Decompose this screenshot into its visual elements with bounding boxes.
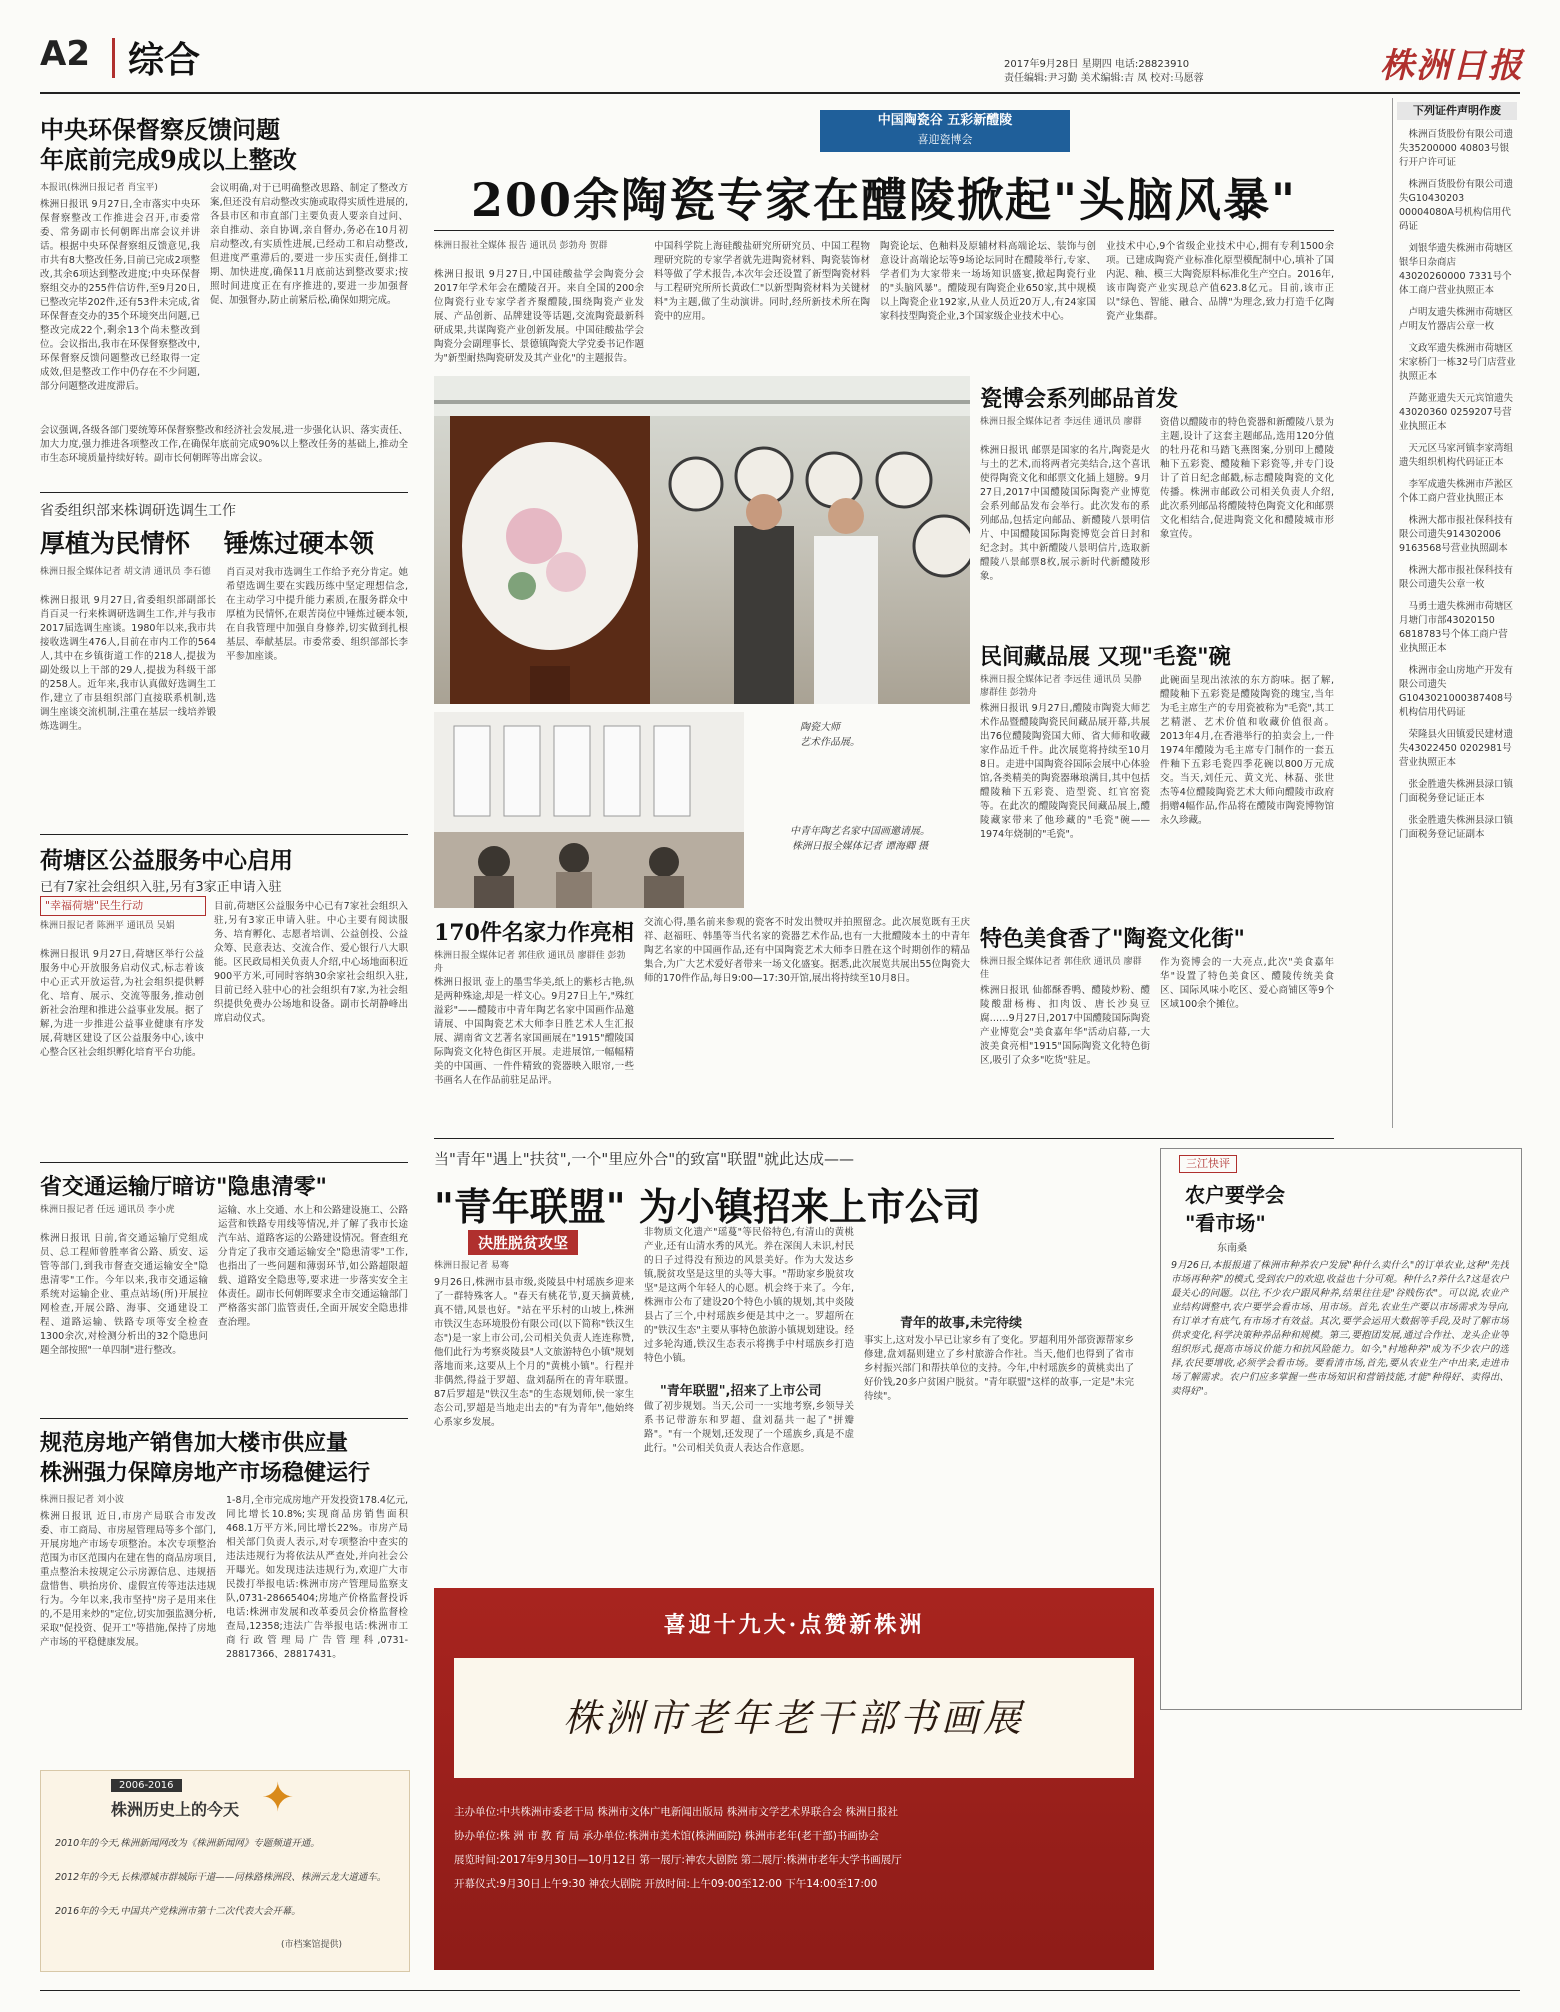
history-flame-icon: ✦ xyxy=(261,1775,295,1821)
column-author: 东南桑 xyxy=(1217,1243,1247,1254)
notice-item: 张金胜遗失株洲县渌口镇门面税务登记证副本 xyxy=(1399,815,1514,840)
bottom-rule xyxy=(40,1990,1520,1991)
byline: 株洲日报记者 任远 通讯员 李小虎 xyxy=(40,1205,175,1215)
article-body: 株洲日报讯 9月27日,荷塘区举行公益服务中心开放服务启动仪式,标志着该中心正式开放运营,为社会组织提供孵化、培育、展示、交流等服务,推动创新社会治理和推进公益事业发展。据了解,为进一步推进公益事业健康有序发展,荷塘区建设了区公益服务中心,该中心整合区社会组织孵化培育平台功能。 xyxy=(40,949,204,1058)
ad-line: 开幕仪式:9月30日上午9:30 神农大剧院 开放时间:上午09:00至12:00 下午14:00至17:00 xyxy=(454,1878,878,1890)
kicker: 当"青年"遇上"扶贫",一个"里应外合"的致富"联盟"就此达成—— xyxy=(434,1150,854,1168)
article-body: 9月26日,株洲市县市级,炎陵县中村瑶族乡迎来了一群特殊客人。"春天有桃花节,夏天摘黄桃,真不错,风景也好。"站在平乐村的山坡上,株洲市铁汉生态环境股份有限公司(以下简称"铁汉生态")是一家上市公司,公司相关负责人连连称赞,他们此行为考察炎陵县"人文旅游特色小镇"规划落地而来,这要从上个月的"黄桃小镇"。行程并非偶然,得益于罗超、盘刘磊所在的青年联盟。87后罗超是"铁汉生态"的生态规划师,侯一家生态公司,罗超是当地走出去的"有为青年",他始终心系家乡发展。 xyxy=(434,1277,634,1428)
editors-line: 责任编辑:尹习勤 美术编辑:吉 凤 校对:马愿蓉 xyxy=(1004,73,1204,84)
feature-headline: 200余陶瓷专家在醴陵掀起"头脑风暴" xyxy=(471,173,1297,227)
article-body: 株洲日报讯 邮票是国家的名片,陶瓷是火与土的艺术,而将两者完美结合,这个喜讯使得陶瓷文化和邮票文化插上翅膀。9月27日,2017中国醴陵国际陶瓷产业博览会系列邮品发布会举行。此次发布的系列邮品,包括定向邮品、新醴陵八景明信片、中国醴陵国际陶瓷博览会首日封和纪念封。其中新醴陵八景明信片,选取新醴陵八景邮票8枚,展示新时代新醴陵形象。 xyxy=(980,445,1150,582)
masthead-divider xyxy=(112,38,115,78)
byline: 株洲日报全媒体记者 李远佳 通讯员 吴静 廖群佳 彭勃舟 xyxy=(980,675,1142,698)
notice-item: 天元区马家河镇李家湾组遗失组织机构代码证正本 xyxy=(1399,443,1514,468)
divider xyxy=(40,1418,408,1419)
story-title: 瓷博会系列邮品首发 xyxy=(980,386,1179,412)
feature-header-banner xyxy=(820,110,1070,152)
ceramic-screen-illustration xyxy=(434,376,970,704)
article-body: 株洲日报讯 日前,省交通运输厅党组成员、总工程师曾胜率省公路、质安、运管等部门,到我市督查交通运输安全"隐患清零"工作。今年以来,我市交通运输系统对运输企业、重点站场(所)开展拉网检查,开展公路、海事、交通建设工程、道路运输、铁路专项等安全检查1300余次,对检测分析出的32个隐患问题全部按照"一单四制"进行整改。 xyxy=(40,1233,208,1356)
story-title: 170件名家力作亮相 xyxy=(434,920,634,946)
notice-item: 卢明友遗失株洲市荷塘区卢明友竹器店公章一枚 xyxy=(1399,307,1514,332)
section-tag: "幸福荷塘"民生行动 xyxy=(40,896,206,916)
story-title: "青年联盟" 为小镇招来上市公司 xyxy=(434,1184,981,1229)
gallery-illustration xyxy=(434,712,744,908)
notice-item: 马勇士遗失株洲市荷塘区月塘门市部43020150 6818783号个体工商户营业执照正本 xyxy=(1399,601,1514,654)
column-body: 9月26日,本报报道了株洲市种养农户发展"种什么卖什么"的订单农业,这种"先找市场再种养"的模式,受到农户的欢迎,收益也十分可观。种什么?养什么?这是农户最关心的问题。以往,不少农户跟风种养,结果往往是"谷贱伤农"。可以说,农业产业结构调整中,农户要学会看市场、用市场。首先,农业生产要以市场需求为导向,有订单才有底气,有市场才有效益。其次,要学会运用大数据等手段,及时了解市场供求变化,科学决策种养品种和规模。第三,要抱团发展,通过合作社、龙头企业等组织形式,提高市场议价能力和抗风险能力。如今,"村地种养"成为不少农户的选择,农民要增收,必须学会看市场。要看清市场,首先,要从农业生产中出来,走进市场了解需求。农户们应多掌握一些市场知识和营销技能,才能"种得好、卖得出、卖得好"。 xyxy=(1171,1260,1509,1397)
article-body: 会议明确,对于已明确整改思路、制定了整改方案,但还没有启动整改实施或取得实质性进展的,各县市区和市直部门主要负责人要亲自过问、亲自推动、亲自协调,亲自督办,务必在10月初启动整改,有实质性进展,已经动工和启动整改,但进度严重滞后的,要进一步压实责任,倒排工期、加快进度,确保11月底前达到整改要求;按照时间进度正在有序推进的,要进一步加强督促、加强督办,防止前紧后松,确保如期完成。 xyxy=(210,183,408,306)
ad-title: 株洲市老年老干部书画展 xyxy=(454,1658,1134,1778)
notice-item: 荣隆县火田镇爱民建材遗失43022450 0202981号营业执照正本 xyxy=(1399,729,1514,768)
section-tag: 决胜脱贫攻坚 xyxy=(468,1230,578,1255)
section-name: 综合 xyxy=(128,39,201,81)
history-title: 株洲历史上的今天 xyxy=(111,1800,240,1819)
notice-item: 株洲百货股份有限公司遗失35200000 40803号银行开户许可证 xyxy=(1399,129,1514,168)
ad-line: 展览时间:2017年9月30日—10月12日 第一展厅:神农大剧院 第二展厅:株洲市老年大学书画展厅 xyxy=(454,1854,902,1866)
divider xyxy=(40,834,408,835)
article-body: 资借以醴陵市的特色瓷器和新醴陵八景为主题,设计了这套主题邮品,选用120分值的牡丹花和马踏飞燕图案,分别印上醴陵釉下五彩瓷、醴陵釉下彩瓷等,并专门设计了首日纪念邮戳,标志醴陵陶瓷的文化传播。株洲市邮政公司相关负责人介绍,此次系列邮品将醴陵特色陶瓷文化和邮票文化相结合,促进陶瓷文化和醴陵城市形象宣传。 xyxy=(1160,417,1334,540)
article-body: 肖百灵对我市选调生工作给予充分肯定。她希望选调生要在实践历练中坚定理想信念,在主动学习中提升能力素质,在服务群众中厚植为民情怀,在艰苦岗位中锤炼过硬本领,在自我管理中加强自身修养,切实做到扎根基层、奉献基层。市委常委、组织部部长李平参加座谈。 xyxy=(226,567,408,662)
article-body: 株洲日报讯 9月27日,醴陵市陶瓷大师艺术作品暨醴陵陶瓷民间藏品展开幕,共展出76位醴陵陶瓷国大师、省大师和收藏家作品近千件。此次展览将持续至10月8日。走进中国陶瓷谷国际会展中心体验馆,各类精美的陶瓷器琳琅满目,其中包括醴陵釉下五彩瓷、造型瓷、红官窑瓷等。在此次的醴陵陶瓷民间藏品展上,醴陵藏家带来了他珍藏的"毛瓷"碗——1974年烧制的"毛瓷"。 xyxy=(980,703,1150,840)
byline: 株洲日报全媒体记者 李远佳 通讯员 廖群 xyxy=(980,417,1142,427)
article-body: 株洲日报讯 9月27日,全市落实中央环保督察整改工作推进会召开,市委常委、常务副市长何朝晖出席会议并讲话。根据中央环保督察组反馈意见,我市共有8大整改任务,目前已完成2项整改,其余6项达到整改进度;中央环保督察组交办的255件信访件,至9月20日,已整改完毕202件,还有53件未完成,省环保督查交办的35个环境突出问题,已整改完成22个,剩余13个尚未整改到位。会议指出,我市在环保督察整改中,环保督察反馈问题整改已经取得一定成效,但是整改工作中仍存在不少问题,部分问题整改进度滞后。 xyxy=(40,199,200,392)
divider xyxy=(40,1162,408,1163)
article-body: 事实上,这对发小早已让家乡有了变化。罗超利用外部资源帮家乡修建,盘刘磊则建立了乡村旅游合作社。当天,他们也得到了省市乡村振兴部门和帮扶单位的支持。今年,中村瑶族乡的黄桃卖出了好价钱,20多户贫困户脱贫。"青年联盟"这样的故事,一定是"未完待续"。 xyxy=(864,1335,1134,1402)
photo-caption: 陶瓷大师 艺术作品展。 xyxy=(800,722,860,748)
history-years: 2006-2016 xyxy=(111,1779,182,1792)
byline: 本报讯(株洲日报记者 肖宝平) xyxy=(40,183,158,193)
history-item: 2010年的今天,株洲新闻网改为《株洲新闻网》专题频道开通。 xyxy=(55,1838,320,1849)
column-title: "看市场" xyxy=(1185,1211,1266,1235)
byline: 株洲日报记者 易骞 xyxy=(434,1261,509,1271)
divider xyxy=(40,492,408,493)
article-body: 株洲日报讯 9月27日,中国硅酸盐学会陶瓷分会2017年学术年会在醴陵召开。来自全国的200余位陶瓷行业专家学者齐聚醴陵,围绕陶瓷产业发展、产品创新、品牌建设等话题,交流陶瓷最新科研成果,共谋陶瓷产业创新发展。中国硅酸盐学会陶瓷分会副理事长、景德镇陶瓷大学党委书记作题为"新型耐热陶瓷研发及其产业化"的主题报告。 xyxy=(434,269,644,364)
article-body: 1-8月,全市完成房地产开发投资178.4亿元,同比增长10.8%;实现商品房销售面积468.1万平方米,同比增长22%。市房产局相关部门负责人表示,对专项整治中查实的违法违规行为将依法从严查处,并向社会公开曝光。如发现违法违规行为,欢迎广大市民拨打举报电话:株洲市房产管理局监察支队,0731-28665404;房地产价格监督投诉电话:株洲市发展和改革委员会价格监督检查局,12358;违法广告举报电话:株洲市工商行政管理局广告管理科,0731-28817366、28817431。 xyxy=(226,1495,408,1660)
article-body: 目前,荷塘区公益服务中心已有7家社会组织入驻,另有3家正申请入驻。中心主要有阅读服务、培育孵化、志愿者培训、公益创投、公益众筹、民意表达、交流合作、爱心银行八大职能。区民政局相关负责人介绍,中心场地面积近900平方米,可同时容纳30余家社会组织入驻,目前已经入驻中心的社会组织有7家,为社会组织提供免费办公场地和设备。副市长胡静峰出席启动仪式。 xyxy=(214,901,408,1024)
history-item: 2016年的今天,中国共产党株洲市第十二次代表大会开幕。 xyxy=(55,1906,301,1917)
article-body: 运输、水上交通、水上和公路建设施工、公路运营和铁路专用线等情况,并了解了我市长途汽车站、道路客运的公路建设情况。督查组充分肯定了我市交通运输安全"隐患清零"工作,也指出了一些问题和薄弱环节,如公路超限超载、道路安全隐患等,要求进一步落实安全主体责任。副市长何朝晖要求全市交通运输部门严格落实部门监管责任,全面开展安全隐患排查治理。 xyxy=(218,1205,408,1328)
notice-item: 株洲市金山房地产开发有限公司遗失G1043021000387408号机构信用代码证 xyxy=(1399,665,1514,718)
calligraphy-ad xyxy=(434,1588,1154,1970)
article-body: 中国科学院上海硅酸盐研究所研究员、中国工程物理研究院的专家学者就先进陶瓷材料、陶瓷装饰材料等做了学术报告,本次年会还设置了新型陶瓷材料与工程研究所所长黄政仁"以新型陶瓷材料为关键材料"为主题,做了生动演讲。同时,经所新技术所在陶瓷中的应用。 xyxy=(654,241,870,322)
notice-item: 李军成遗失株洲市芦淞区个体工商户营业执照正本 xyxy=(1399,479,1514,504)
divider xyxy=(434,1138,1334,1139)
article-body: 株洲日报讯 9月27日,省委组织部副部长肖百灵一行来株调研选调生工作,并与我市2017届选调生座谈。1980年以来,我市共接收选调生476人,目前在市内工作的564人,其中在乡镇街道工作的218人,提拔为副处级以上干部的29人,提拔为科级干部的258人。近年来,我市认真做好选调生工作,建立了市县组织部门直接联系机制,选调生座谈交流机制,注重在基层一线培养锻炼选调生。 xyxy=(40,595,216,732)
notices-box xyxy=(1392,98,1521,1128)
byline: 株洲日报全媒体记者 郭佳欣 通讯员 廖群佳 彭勃舟 xyxy=(434,951,626,974)
story-title: 特色美食香了"陶瓷文化街" xyxy=(980,926,1245,952)
divider xyxy=(434,230,1334,231)
byline: 株洲日报记者 陈洲平 通讯员 吴娟 xyxy=(40,921,175,931)
notice-item: 芦懿亚遗失天元宾馆遗失43020360 0259207号营业执照正本 xyxy=(1399,393,1514,432)
article-body: 株洲日报讯 壶上的墨雪华美,纸上的紫杉古艳,纵是两种殊途,却是一样文心。9月27日上午,"殊红溢彩"——醴陵市中青年陶艺名家中国画作品邀请展、中国陶瓷艺术大师李日胜艺术人生汇报展、湖南省文艺著名家国画展在"1915"醴陵国际陶瓷文化特色街区开展。走进展馆,一幅幅精美的中国画、一件件精致的瓷器映入眼帘,一些书画名人在作品前驻足品评。 xyxy=(434,977,634,1086)
subheading: 青年的故事,未完待续 xyxy=(900,1316,1022,1331)
article-body: 株洲日报讯 近日,市房产局联合市发改委、市工商局、市房屋管理局等多个部门,开展房地产市场专项整治。本次专项整治范围为市区范围内在建在售的商品房项目,重点整治未按规定公示房源信息、违规捂盘惜售、哄抬房价、虚假宣传等违法违规行为。今年以来,我市坚持"房子是用来住的,不是用来炒的"定位,切实加强监测分析,采取"促投资、促开工"等措施,保持了房地产市场的平稳健康发展。 xyxy=(40,1511,216,1648)
byline: 株洲日报全媒体记者 郭佳欣 通讯员 廖群佳 xyxy=(980,957,1142,980)
article-body: 此碗面呈现出浓浓的东方韵味。据了解,醴陵釉下五彩瓷是醴陵陶瓷的瑰宝,当年为毛主席生产的专用瓷被称为"毛瓷",其工艺精湛、艺术价值和收藏价值很高。2013年4月,在香港举行的拍卖会上,一件1974年醴陵为毛主席专门制作的一套五件釉下五彩毛瓷四季花碗以800万元成交。当天,刘任元、黄文光、林磊、张世杰等4位醴陵陶瓷艺术大师向醴陵市政府捐赠4幅作品,作品将在醴陵市陶瓷博物馆永久珍藏。 xyxy=(1160,675,1334,826)
history-item: 2012年的今天,长株潭城市群城际干道——同株路株洲段、株洲云龙大道通车。 xyxy=(55,1872,387,1883)
article-body: 作为瓷博会的一大亮点,此次"美食嘉年华"设置了特色美食区、醴陵传统美食区、国际风味小吃区、爱心商铺区等9个区域100余个摊位。 xyxy=(1160,957,1334,1010)
banner-sub-line: 喜迎瓷博会 xyxy=(917,133,973,146)
masthead-rule xyxy=(40,92,1520,94)
page-number: A2 xyxy=(40,34,90,74)
photo-caption: 中青年陶艺名家中国画邀请展。 株洲日报全媒体记者 谭海卿 摄 xyxy=(790,826,930,852)
article-body: 会议强调,各级各部门要统筹环保督察整改和经济社会发展,进一步强化认识、落实责任、加大力度,强力推进各项整改工作,在确保年底前完成90%以上整改任务的基础上,推动全市生态环境质量持续好转。副市长何朝晖等出席会议。 xyxy=(40,425,408,464)
ad-line: 协办单位:株 洲 市 教 育 局 承办单位:株洲市美术馆(株洲画院) 株洲市老年(老干部)书画协会 xyxy=(454,1830,879,1842)
story-title: 省交通运输厅暗访"隐患清零" xyxy=(40,1174,327,1200)
story-title: 中央环保督察反馈问题 xyxy=(40,115,280,144)
banner-top-line: 中国陶瓷谷 五彩新醴陵 xyxy=(877,113,1013,128)
story-title: 荷塘区公益服务中心启用 xyxy=(40,847,293,874)
article-body: 业技术中心,9个省级企业技术中心,拥有专利1500余项。已建成陶瓷产业标准化原型模配制中心,填补了国内泥、釉、模三大陶瓷原料标准化生产空白。2016年,该市陶瓷产业实现总产值623.8亿元。目前,该市正以"绿色、智能、融合、品牌"为理念,致力打造千亿陶瓷产业集群。 xyxy=(1106,241,1334,322)
kicker: 省委组织部来株调研选调生工作 xyxy=(40,503,236,519)
date-line: 2017年9月28日 星期四 电话:28823910 xyxy=(1004,59,1190,70)
byline: 株洲日报社全媒体 报告 通讯员 彭勃舟 贺群 xyxy=(434,241,608,251)
ad-line: 主办单位:中共株洲市委老干局 株洲市文体广电新闻出版局 株洲市文学艺术界联合会 株洲日报社 xyxy=(454,1806,899,1818)
byline: 株洲日报全媒体记者 胡文清 通讯员 李石德 xyxy=(40,567,211,577)
notice-item: 株洲百货股份有限公司遗失G10430203 00004080A号机构信用代码证 xyxy=(1399,179,1514,232)
exhibition-photo xyxy=(434,376,970,704)
article-body: 株洲日报讯 仙都酥香鸭、醴陵炒粉、醴陵酸甜杨梅、扣肉饭、唐长沙臭豆腐……9月27日,2017中国醴陵国际陶瓷产业博览会"美食嘉年华"活动启幕,一大波美食亮相"1915"国际陶瓷文化特色街区,吸引了众多"吃货"驻足。 xyxy=(980,985,1150,1066)
notice-item: 株洲大都市报社保科技有限公司遗失公章一枚 xyxy=(1399,565,1514,590)
subheading: "青年联盟",招来了上市公司 xyxy=(660,1384,822,1399)
opinion-column xyxy=(1160,1148,1522,1710)
article-body: 做了初步规划。当天,公司一一实地考察,乡领导关系书记带游东和罗超、盘刘磊共一起了"拼瓣路"。"有一个规划,还发现了一个瑶族乡,真是不虚此行。"公司相关负责人表达合作意愿。 xyxy=(644,1401,854,1454)
byline: 株洲日报记者 刘小波 xyxy=(40,1495,124,1505)
history-source: (市档案馆提供) xyxy=(281,1940,343,1950)
notice-item: 张金胜遗失株洲县渌口镇门面税务登记证正本 xyxy=(1399,779,1514,804)
notice-item: 株洲大都市报社保科技有限公司遗失914302006 9163568号营业执照副本 xyxy=(1399,515,1514,554)
history-box xyxy=(40,1770,410,1972)
notices-title: 下列证件声明作废 xyxy=(1397,102,1517,120)
story-title: 厚植为民情怀 xyxy=(40,529,191,558)
gallery-photo xyxy=(434,712,744,908)
article-body: 交流心得,墨名前来参观的瓷客不时发出赞叹并拍照留念。此次展览既有王庆祥、赵福旺、韩墨等当代名家的瓷器艺术作品,也有一大批醴陵本土的中青年陶艺名家的中国画作品,还有中国陶瓷艺术大师李日胜在这个时期创作的精品集合,为广大艺术爱好者带来一场文化盛宴。据悉,此次展览共展出55位陶瓷大师的170件作品,每日9:00—17:30开馆,展出将持续至10月8日。 xyxy=(644,917,970,984)
story-title: 年底前完成9成以上整改 xyxy=(40,145,297,174)
column-title: 农户要学会 xyxy=(1185,1183,1285,1207)
subtitle: 已有7家社会组织入驻,另有3家正申请入驻 xyxy=(40,880,282,895)
article-body: 陶瓷论坛、色釉料及原辅材料高端论坛、装饰与创意设计高端论坛等9场论坛同时在醴陵举行,专家、学者们为大家带来一场场知识盛宴,掀起陶瓷行业的"头脑风暴"。醴陵现有陶瓷企业650家,其中规模以上陶瓷企业192家,从业人员近20万人,有24家国家科技型陶瓷企业,3个国家级企业技术中心。 xyxy=(880,241,1096,322)
article-body: 非物质文化遗产"瑶蔓"等民俗特色,有清山的黄桃产业,还有山清水秀的风光。养在深闺人未识,村民的日子过得没有预边的风景美好。作为大发达乡镇,脱贫攻坚是这里的头等大事。"帮助家乡脱贫攻坚"是这两个年轻人的心愿。机会终于来了。今年,株洲市公布了建设20个特色小镇的规划,其中炎陵县占了三个,中村瑶族乡便是其中之一。罗超所在的"铁汉生态"主要从事特色旅游小镇规划建设。经过多轮沟通,铁汉生态表示将携手中村瑶族乡打造特色小镇。 xyxy=(644,1227,854,1364)
story-title: 规范房地产销售加大楼市供应量 xyxy=(40,1430,349,1456)
story-title: 锤炼过硬本领 xyxy=(224,529,375,558)
story-title: 株洲强力保障房地产市场稳健运行 xyxy=(40,1460,371,1486)
story-title: 民间藏品展 又现"毛瓷"碗 xyxy=(980,644,1231,670)
notice-item: 文政军遗失株洲市荷塘区宋家桥门一栋32号门店营业执照正本 xyxy=(1399,343,1516,382)
column-tag: 三江快评 xyxy=(1179,1155,1237,1173)
paper-name-logo: 株洲日报 xyxy=(1380,46,1524,86)
notices-list xyxy=(1399,128,1517,850)
notice-item: 刘银华遗失株洲市荷塘区银华日杂商店43020260000 7331号个体工商户营业执照正本 xyxy=(1399,243,1514,296)
ad-top-line: 喜迎十九大·点赞新株洲 xyxy=(663,1612,925,1638)
